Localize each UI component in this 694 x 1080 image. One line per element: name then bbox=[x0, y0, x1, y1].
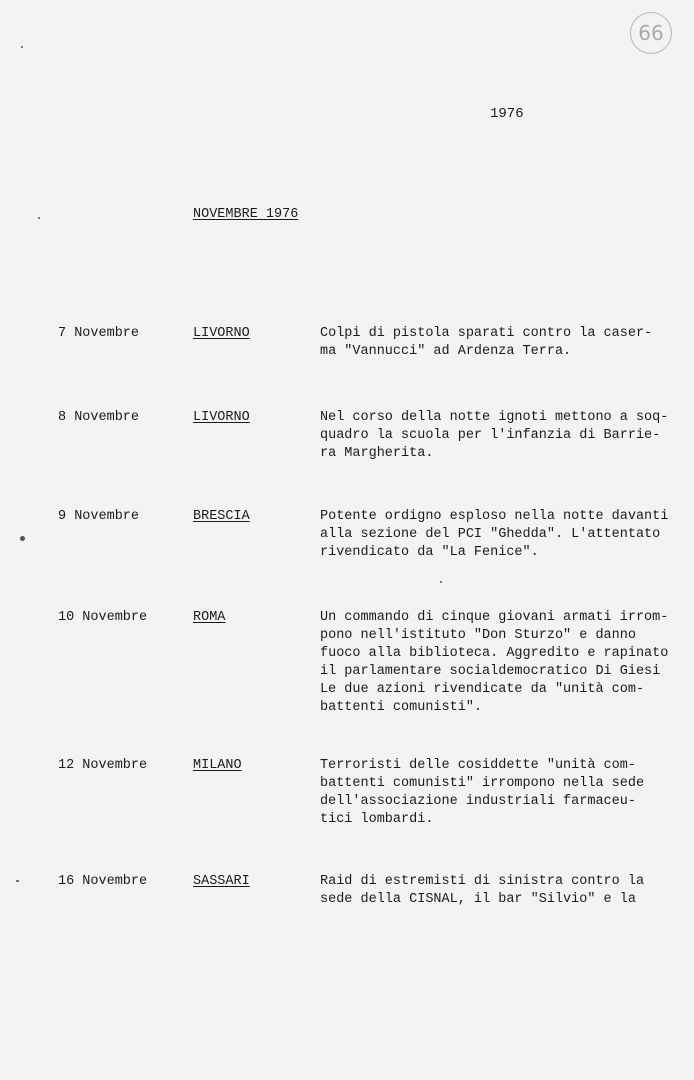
entry-text-line: ra Margherita. bbox=[320, 446, 434, 461]
entry-text-line: rivendicato da "La Fenice". bbox=[320, 545, 539, 560]
entry-text-line: tici lombardi. bbox=[320, 812, 434, 827]
entry-text-line: alla sezione del PCI "Ghedda". L'attentato bbox=[320, 527, 661, 542]
scan-speck bbox=[20, 536, 25, 541]
entry-text-line: quadro la scuola per l'infanzia di Barrie- bbox=[320, 428, 661, 443]
entry-date: 7 Novembre bbox=[58, 326, 140, 341]
section-heading: NOVEMBRE 1976 bbox=[193, 207, 299, 222]
entry-place: SASSARI bbox=[193, 874, 250, 889]
scan-speck bbox=[440, 581, 442, 583]
entry-text-line: pono nell'istituto "Don Sturzo" e danno bbox=[320, 628, 636, 643]
entry-text-line: ma "Vannucci" ad Ardenza Terra. bbox=[320, 344, 572, 359]
entry-text-line: fuoco alla biblioteca. Aggredito e rapinato bbox=[320, 646, 669, 661]
entry-text bbox=[320, 409, 690, 463]
entry-text-line: battenti comunisti". bbox=[320, 700, 483, 715]
entry-place: MILANO bbox=[193, 758, 242, 773]
entry-date: 8 Novembre bbox=[58, 410, 140, 425]
entry-text-line: Raid di estremisti di sinistra contro la bbox=[320, 874, 645, 889]
scan-speck bbox=[38, 217, 40, 219]
scan-speck bbox=[16, 880, 19, 882]
entry-date: 10 Novembre bbox=[58, 610, 148, 625]
entry-date: 9 Novembre bbox=[58, 509, 140, 524]
entry-text-line: Nel corso della notte ignoti mettono a soq- bbox=[320, 410, 669, 425]
entry-text-line: Colpi di pistola sparati contro la caser- bbox=[320, 326, 653, 341]
entry-text bbox=[320, 609, 690, 717]
entry-text-line: sede della CISNAL, il bar "Silvio" e la bbox=[320, 892, 636, 907]
entry-text-line: Le due azioni rivendicate da "unità com- bbox=[320, 682, 645, 697]
entry-place: LIVORNO bbox=[193, 410, 250, 425]
entry-text bbox=[320, 508, 690, 562]
entry-text-line: Terroristi delle cosiddette "unità com- bbox=[320, 758, 636, 773]
entry-place: BRESCIA bbox=[193, 509, 250, 524]
entry-text-line: Potente ordigno esploso nella notte davanti bbox=[320, 509, 669, 524]
entry-text-line: dell'associazione industriali farmaceu- bbox=[320, 794, 636, 809]
entry-date: 12 Novembre bbox=[58, 758, 148, 773]
entry-place: ROMA bbox=[193, 610, 226, 625]
document-year: 1976 bbox=[490, 106, 524, 122]
entry-place: LIVORNO bbox=[193, 326, 250, 341]
entry-text bbox=[320, 757, 690, 829]
entry-text bbox=[320, 873, 690, 909]
entry-text-line: battenti comunisti" irrompono nella sede bbox=[320, 776, 645, 791]
entry-date: 16 Novembre bbox=[58, 874, 148, 889]
entry-text-line: Un commando di cinque giovani armati irrom- bbox=[320, 610, 669, 625]
scan-speck bbox=[21, 46, 23, 48]
entry-text-line: il parlamentare socialdemocratico Di Giesi bbox=[320, 664, 661, 679]
page-number-stamp: 66 bbox=[630, 12, 672, 54]
entry-text bbox=[320, 325, 690, 361]
